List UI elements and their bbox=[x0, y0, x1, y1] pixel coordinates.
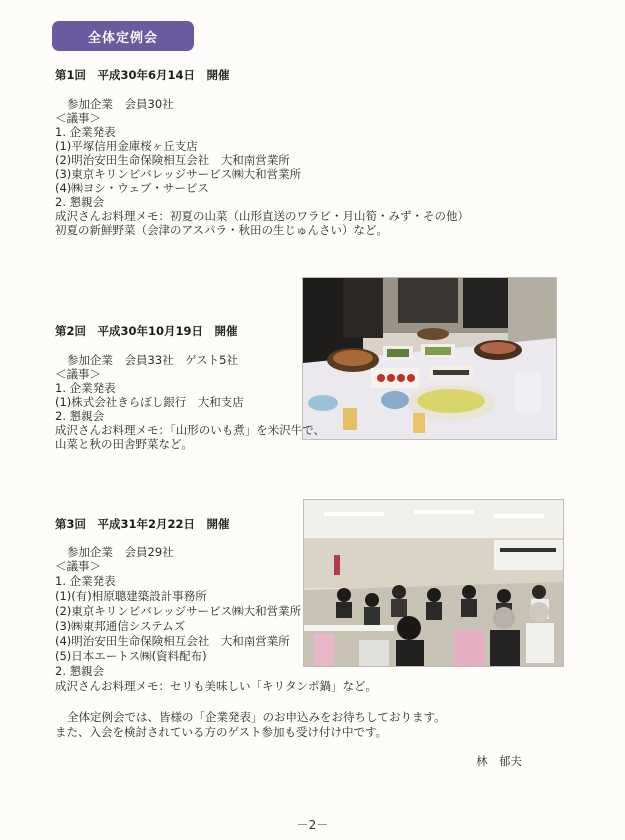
meeting-1-agenda-label: ＜議事＞ bbox=[55, 111, 101, 125]
meeting-2-section-party: 2. 懇親会 bbox=[55, 409, 105, 423]
meeting-2-attendance: 参加企業 会員33社 ゲスト5社 bbox=[67, 353, 238, 367]
meeting-room-photo bbox=[303, 499, 564, 667]
meeting-3-section-presentations: 1. 企業発表 bbox=[55, 574, 116, 588]
meeting-3-heading: 第3回 平成31年2月22日 開催 bbox=[55, 517, 230, 531]
closing-line-1: 全体定例会では、皆様の「企業発表」のお申込みをお待ちしております。 bbox=[67, 710, 446, 724]
meeting-3-presentation-4: (4)明治安田生命保険相互会社 大和南営業所 bbox=[55, 634, 290, 648]
meeting-1-note-1: 成沢さんお料理メモ：初夏の山菜（山形直送のワラビ・月山筍・みず・その他） bbox=[55, 209, 469, 223]
closing-line-2: また、入会を検討されている方のゲスト参加も受け付け中です。 bbox=[55, 725, 388, 739]
meeting-2-heading: 第2回 平成30年10月19日 開催 bbox=[55, 324, 238, 338]
meeting-1-presentation-2: (2)明治安田生命保険相互会社 大和南営業所 bbox=[55, 153, 290, 167]
meeting-2-section-presentations: 1. 企業発表 bbox=[55, 381, 116, 395]
meeting-3-presentation-2: (2)東京キリンビバレッジサービス㈱大和営業所 bbox=[55, 604, 302, 618]
party-table-photo bbox=[302, 277, 557, 440]
meeting-2-note-1: 成沢さんお料理メモ：「山形のいも煮」を米沢牛で、 bbox=[55, 423, 326, 437]
meeting-1-attendance: 参加企業 会員30社 bbox=[67, 97, 174, 111]
meeting-3-section-party: 2. 懇親会 bbox=[55, 664, 105, 678]
meeting-1-note-2: 初夏の新鮮野菜（会津のアスパラ・秋田の生じゅんさい）など。 bbox=[55, 223, 389, 237]
meeting-3-presentation-1: (1)(有)相原聰建築設計事務所 bbox=[55, 589, 207, 603]
meeting-3-attendance: 参加企業 会員29社 bbox=[67, 545, 174, 559]
meeting-2-presentation-1: (1)株式会社きらぼし銀行 大和支店 bbox=[55, 395, 244, 409]
meeting-3-presentation-3: (3)㈱東邦通信システムズ bbox=[55, 619, 186, 633]
signature: 林 郁夫 bbox=[476, 754, 522, 768]
meeting-1-section-party: 2. 懇親会 bbox=[55, 195, 105, 209]
meeting-3-note-1: 成沢さんお料理メモ：セリも美味しい「キリタンポ鍋」など。 bbox=[55, 679, 377, 693]
meeting-2-agenda-label: ＜議事＞ bbox=[55, 367, 101, 381]
meeting-1-section-presentations: 1. 企業発表 bbox=[55, 125, 116, 139]
meeting-2-note-2: 山菜と秋の田舎野菜など。 bbox=[55, 437, 193, 451]
meeting-1-presentation-3: (3)東京キリンビバレッジサービス㈱大和営業所 bbox=[55, 167, 302, 181]
meeting-1-heading: 第1回 平成30年6月14日 開催 bbox=[55, 68, 230, 82]
meeting-3-presentation-5: (5)日本エートス㈱(資料配布) bbox=[55, 649, 207, 663]
meeting-3-agenda-label: ＜議事＞ bbox=[55, 559, 101, 573]
meeting-1-presentation-1: (1)平塚信用金庫桜ヶ丘支店 bbox=[55, 139, 198, 153]
page-number: －2－ bbox=[296, 818, 329, 832]
meeting-1-presentation-4: (4)㈱ヨシ・ウェブ・サービス bbox=[55, 181, 209, 195]
section-badge: 全体定例会 bbox=[52, 21, 194, 51]
